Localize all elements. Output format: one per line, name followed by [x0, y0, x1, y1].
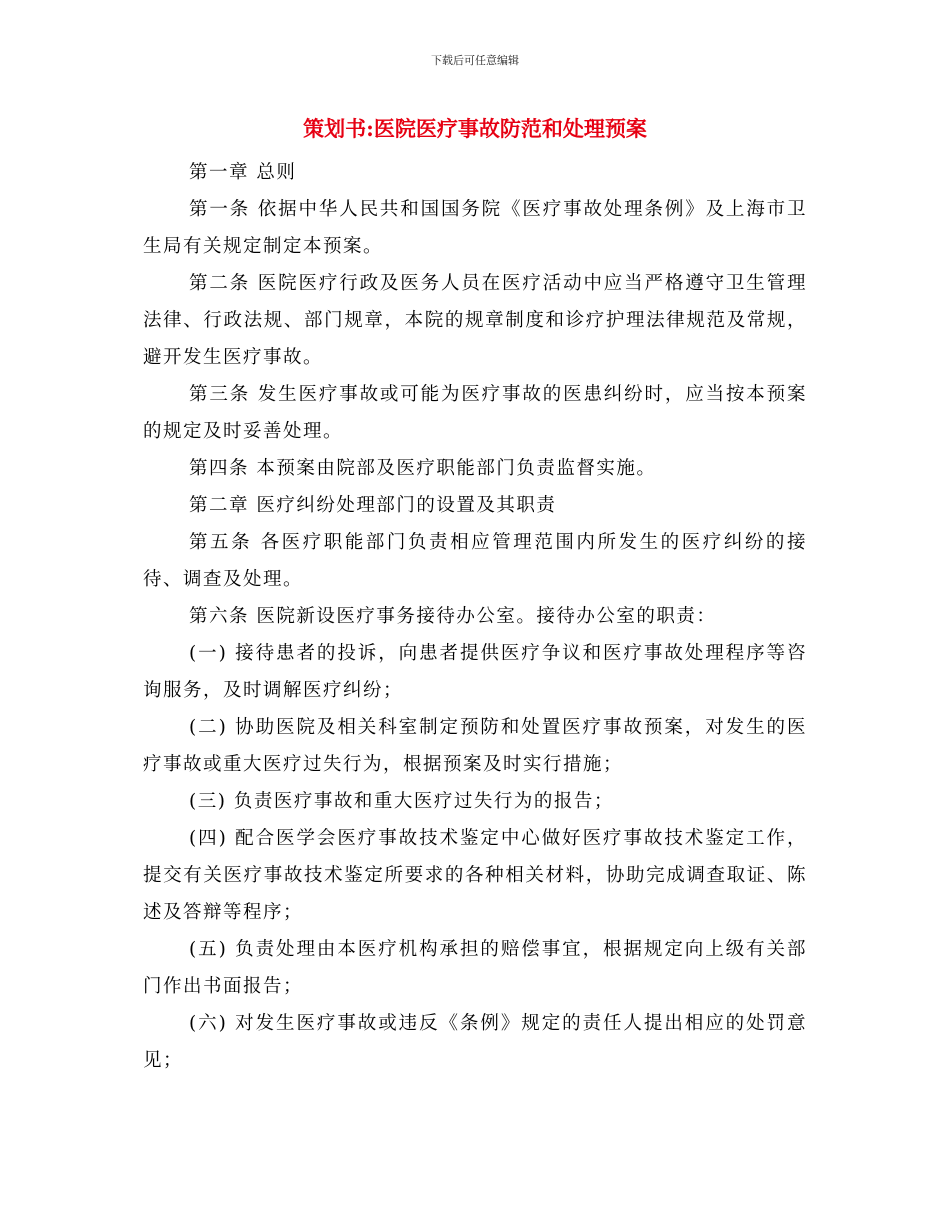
duty-item-5: (五) 负责处理由本医疗机构承担的赔偿事宜，根据规定向上级有关部门作出书面报告； [143, 939, 807, 997]
article-2: 第二条 医院医疗行政及医务人员在医疗活动中应当严格遵守卫生管理法律、行政法规、部门规章，本院的规章制度和诊疗护理法律规范及常规，避开发生医疗事故。 [143, 273, 807, 368]
duty-item-3: (三) 负责医疗事故和重大医疗过失行为的报告； [189, 791, 614, 812]
document-title: 策划书:医院医疗事故防范和处理预案 [303, 116, 647, 141]
header-note: 下载后可任意编辑 [431, 54, 519, 67]
article-3: 第三条 发生医疗事故或可能为医疗事故的医患纠纷时，应当按本预案的规定及时妥善处理。 [143, 384, 807, 442]
duty-item-2: (二) 协助医院及相关科室制定预防和处置医疗事故预案，对发生的医疗事故或重大医疗过失行为，根据预案及时实行措施； [143, 717, 807, 775]
duty-item-1: (一) 接待患者的投诉，向患者提供医疗争议和医疗事故处理程序等咨询服务，及时调解医疗纠纷； [143, 643, 807, 701]
document-body [143, 154, 807, 1079]
duty-item-4: (四) 配合医学会医疗事故技术鉴定中心做好医疗事故技术鉴定工作，提交有关医疗事故技术鉴定所要求的各种相关材料，协助完成调查取证、陈述及答辩等程序； [143, 828, 807, 923]
article-1: 第一条 依据中华人民共和国国务院《医疗事故处理条例》及上海市卫生局有关规定制定本预案。 [143, 199, 807, 257]
article-5: 第五条 各医疗职能部门负责相应管理范围内所发生的医疗纠纷的接待、调查及处理。 [143, 532, 807, 590]
chapter-1-heading: 第一章 总则 [189, 162, 297, 183]
article-6: 第六条 医院新设医疗事务接待办公室。接待办公室的职责： [189, 606, 717, 627]
duty-item-6: (六) 对发生医疗事故或违反《条例》规定的责任人提出相应的处罚意见； [143, 1013, 807, 1071]
chapter-2-heading: 第二章 医疗纠纷处理部门的设置及其职责 [189, 495, 557, 516]
article-4: 第四条 本预案由院部及医疗职能部门负责监督实施。 [189, 458, 657, 479]
